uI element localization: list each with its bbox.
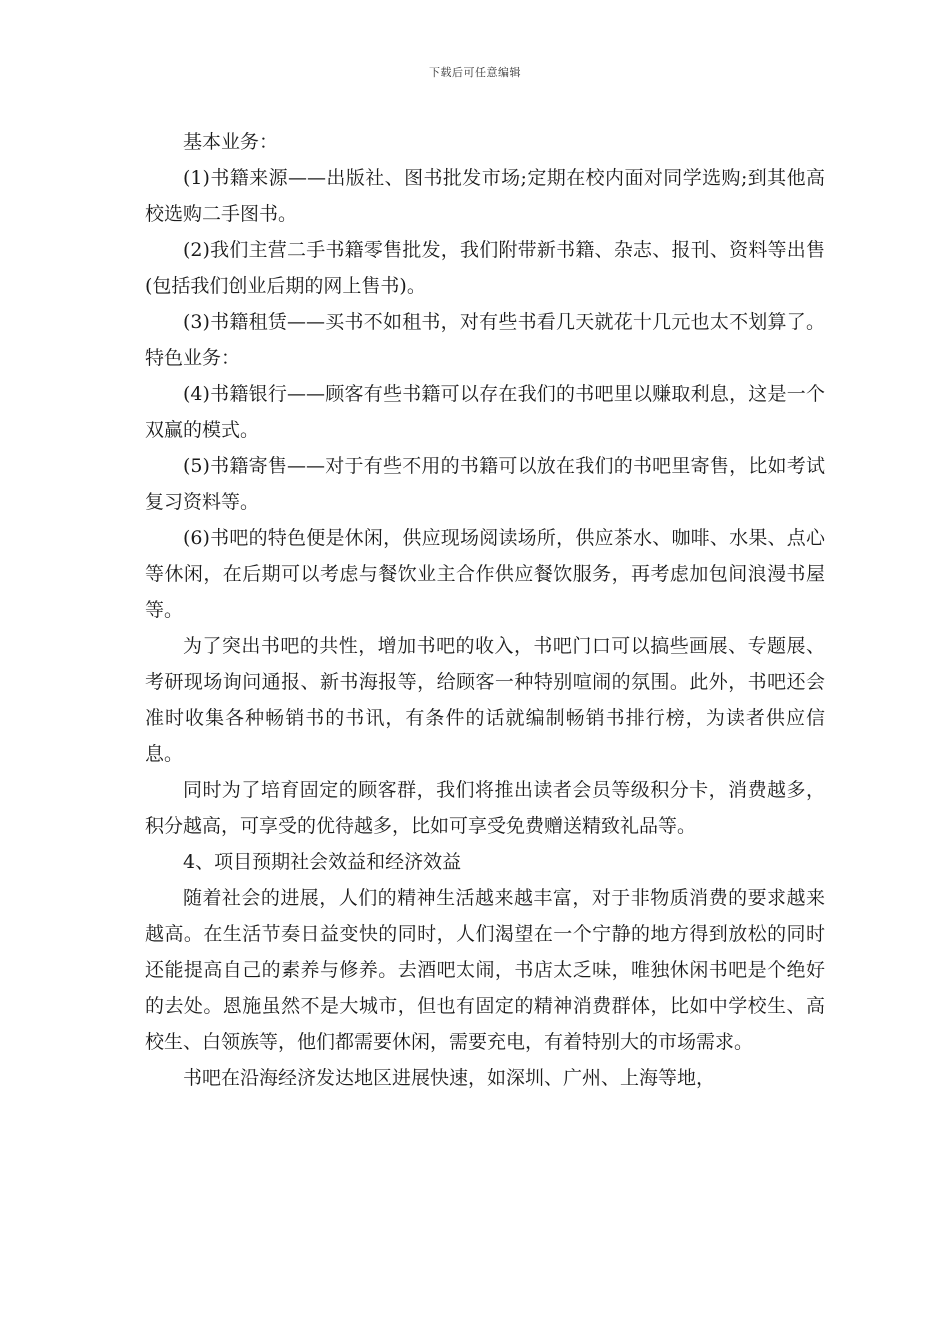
paragraph-basic-business: 基本业务： bbox=[183, 131, 279, 153]
document-body bbox=[145, 124, 825, 1096]
paragraph-item-4: (4)书籍银行——顾客有些书籍可以存在我们的书吧里以赚取利息，这是一个双赢的模式。 bbox=[145, 383, 825, 441]
paragraph-membership: 同时为了培育固定的顾客群，我们将推出读者会员等级积分卡，消费越多，积分越高，可享受的优待越多，比如可享受免费赠送精致礼品等。 bbox=[145, 779, 825, 837]
paragraph-promotion: 为了突出书吧的共性，增加书吧的收入，书吧门口可以搞些画展、专题展、考研现场询问通报、新书海报等，给顾客一种特别喧闹的氛围。此外，书吧还会准时收集各种畅销书的书讯，有条件的话就编制畅销书排行榜，为读者供应信息。 bbox=[145, 635, 825, 765]
paragraph-coastal-development: 书吧在沿海经济发达地区进展快速，如深圳、广州、上海等地， bbox=[183, 1067, 716, 1089]
paragraph-item-2: (2)我们主营二手书籍零售批发，我们附带新书籍、杂志、报刊、资料等出售(包括我们创业后期的网上售书)。 bbox=[145, 239, 825, 297]
paragraph-item-5: (5)书籍寄售——对于有些不用的书籍可以放在我们的书吧里寄售，比如考试复习资料等。 bbox=[145, 455, 825, 513]
page-header: 下载后可任意编辑 bbox=[429, 66, 521, 79]
paragraph-item-3: (3)书籍租赁——买书不如租书，对有些书看几天就花十几元也太不划算了。特色业务： bbox=[145, 311, 825, 369]
section-heading-benefits: 4、项目预期社会效益和经济效益 bbox=[183, 851, 462, 873]
paragraph-market-demand: 随着社会的进展，人们的精神生活越来越丰富，对于非物质消费的要求越来越高。在生活节奏日益变快的同时，人们渴望在一个宁静的地方得到放松的同时还能提高自己的素养与修养。去酒吧太闹，书店太乏味，唯独休闲书吧是个绝好的去处。恩施虽然不是大城市，但也有固定的精神消费群体，比如中学校生、高校生、白领族等，他们都需要休闲，需要充电，有着特别大的市场需求。 bbox=[145, 887, 825, 1053]
paragraph-item-1: (1)书籍来源——出版社、图书批发市场;定期在校内面对同学选购;到其他高校选购二手图书。 bbox=[145, 167, 825, 225]
paragraph-item-6: (6)书吧的特色便是休闲，供应现场阅读场所，供应茶水、咖啡、水果、点心等休闲，在后期可以考虑与餐饮业主合作供应餐饮服务，再考虑加包间浪漫书屋等。 bbox=[145, 527, 825, 621]
